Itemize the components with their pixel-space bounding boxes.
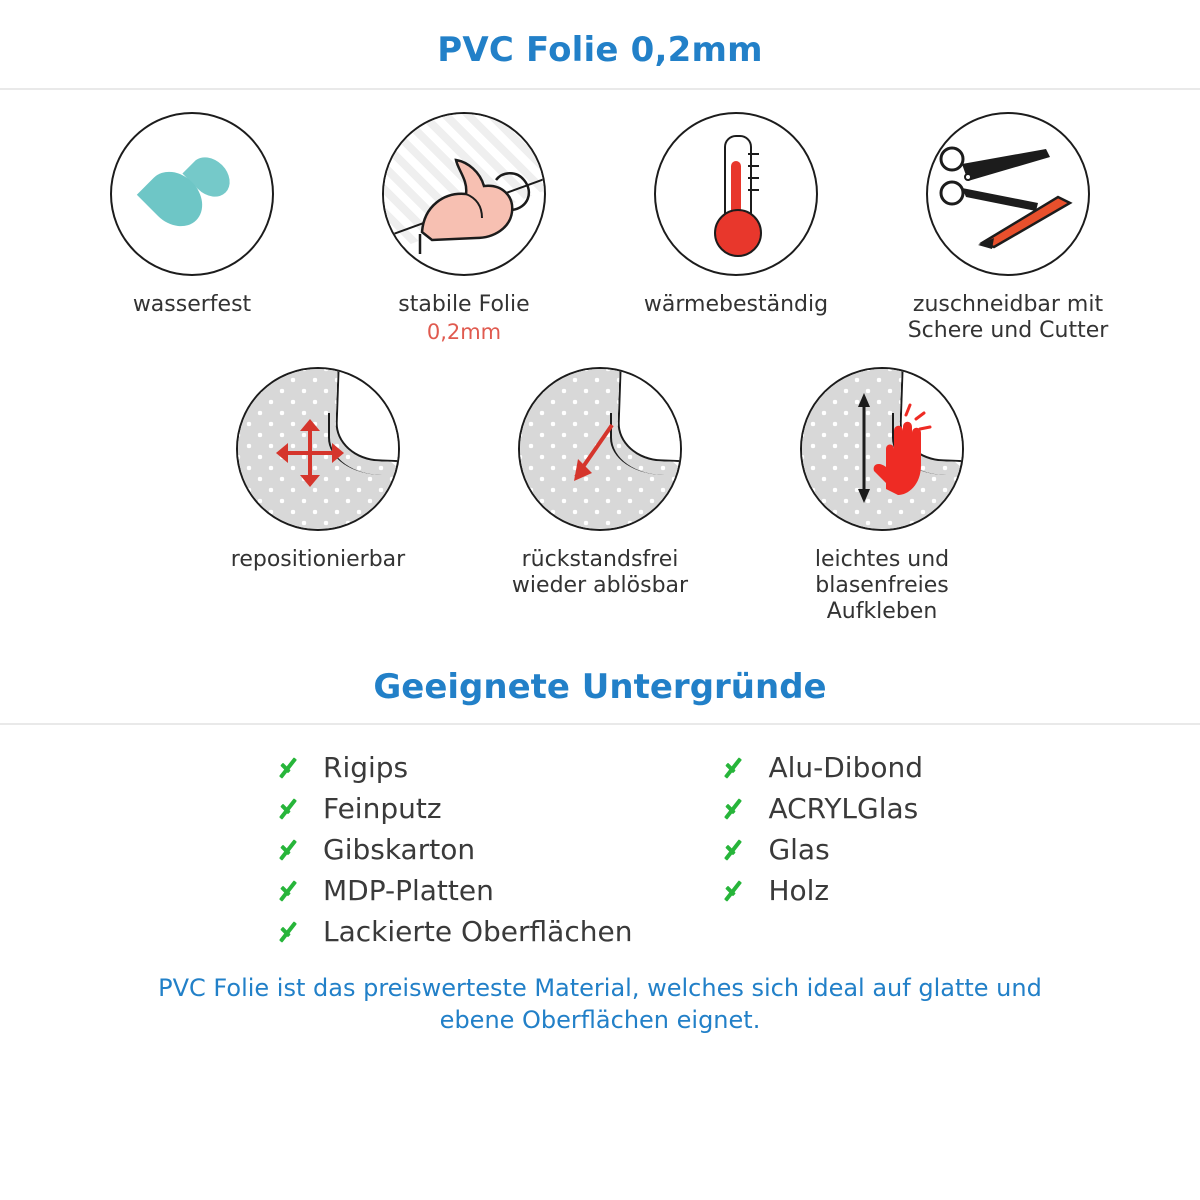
feature-label: leichtes und blasenfreies Aufkleben xyxy=(814,546,950,624)
feature-zuschneidbar xyxy=(903,112,1113,344)
check-icon xyxy=(277,834,307,864)
list-item-label: ACRYLGlas xyxy=(768,791,919,825)
scissors-cutter-icon xyxy=(938,139,1078,249)
list-item-label: MDP-Platten xyxy=(323,873,494,907)
list-item-label: Lackierte Oberflächen xyxy=(323,914,633,948)
feature-stabile-folie xyxy=(359,112,569,345)
list-item xyxy=(277,833,632,866)
check-icon xyxy=(722,793,752,823)
feature-icon-circle xyxy=(654,112,818,276)
feature-icon-circle xyxy=(926,112,1090,276)
feature-repositionierbar xyxy=(213,367,423,573)
footnote-text: PVC Folie ist das preiswerteste Material, welches sich ideal auf glatte und ebene Oberflächen eignet. xyxy=(158,973,1042,1034)
check-icon xyxy=(277,875,307,905)
list-item-label: Rigips xyxy=(323,750,409,784)
feature-icon-circle xyxy=(236,367,400,531)
list-item-label: Gibskarton xyxy=(323,832,476,866)
feature-wasserfest xyxy=(87,112,297,318)
peel-arrow-icon xyxy=(520,369,680,529)
list-item xyxy=(722,874,923,907)
check-icon xyxy=(722,875,752,905)
thermometer-icon xyxy=(706,135,766,253)
feature-label: wasserfest xyxy=(132,292,252,317)
list-item xyxy=(277,792,632,825)
feature-icon-circle xyxy=(518,367,682,531)
list-item xyxy=(277,915,632,948)
feature-label: rückstandsfrei wieder ablösbar xyxy=(511,546,689,598)
feature-icon-circle xyxy=(382,112,546,276)
substrates-column-left xyxy=(277,751,632,948)
list-item-label: Alu-Dibond xyxy=(768,750,923,784)
substrates-heading: Geeignete Untergründe xyxy=(373,666,827,707)
water-drops-icon xyxy=(137,149,247,239)
list-item-label: Holz xyxy=(768,873,830,907)
list-item xyxy=(722,751,923,784)
feature-icon-circle xyxy=(110,112,274,276)
list-item xyxy=(722,792,923,825)
feature-sublabel: 0,2mm xyxy=(426,319,502,344)
hand-smoothing-icon xyxy=(802,369,962,529)
substrates-title-bar xyxy=(0,653,1200,725)
features-section xyxy=(0,90,1200,625)
feature-label: zuschneidbar mit Schere und Cutter xyxy=(907,292,1109,343)
substrates-section xyxy=(0,725,1200,948)
feature-label xyxy=(398,292,529,345)
title-bar xyxy=(0,0,1200,90)
list-item-label: Feinputz xyxy=(323,791,442,825)
check-icon xyxy=(277,752,307,782)
list-item xyxy=(277,874,632,907)
check-icon xyxy=(277,793,307,823)
feature-icon-circle xyxy=(800,367,964,531)
reposition-arrows-icon xyxy=(278,421,342,485)
feature-row-2 xyxy=(0,367,1200,625)
feature-label-text: stabile Folie xyxy=(398,292,530,317)
feature-rueckstandsfrei xyxy=(495,367,705,599)
list-item xyxy=(277,751,632,784)
feature-row-1 xyxy=(0,112,1200,345)
feature-label: repositionierbar xyxy=(230,546,406,572)
feature-label: wärmebeständig xyxy=(643,292,829,317)
check-icon xyxy=(277,916,307,946)
page-title: PVC Folie 0,2mm xyxy=(437,30,763,70)
feature-waermebestaendig xyxy=(631,112,841,318)
substrates-column-right xyxy=(722,751,923,948)
check-icon xyxy=(722,834,752,864)
list-item-label: Glas xyxy=(768,832,830,866)
list-item xyxy=(722,833,923,866)
feature-blasenfreies-aufkleben xyxy=(777,367,987,625)
check-icon xyxy=(722,752,752,782)
muscle-arm-icon xyxy=(384,114,544,274)
